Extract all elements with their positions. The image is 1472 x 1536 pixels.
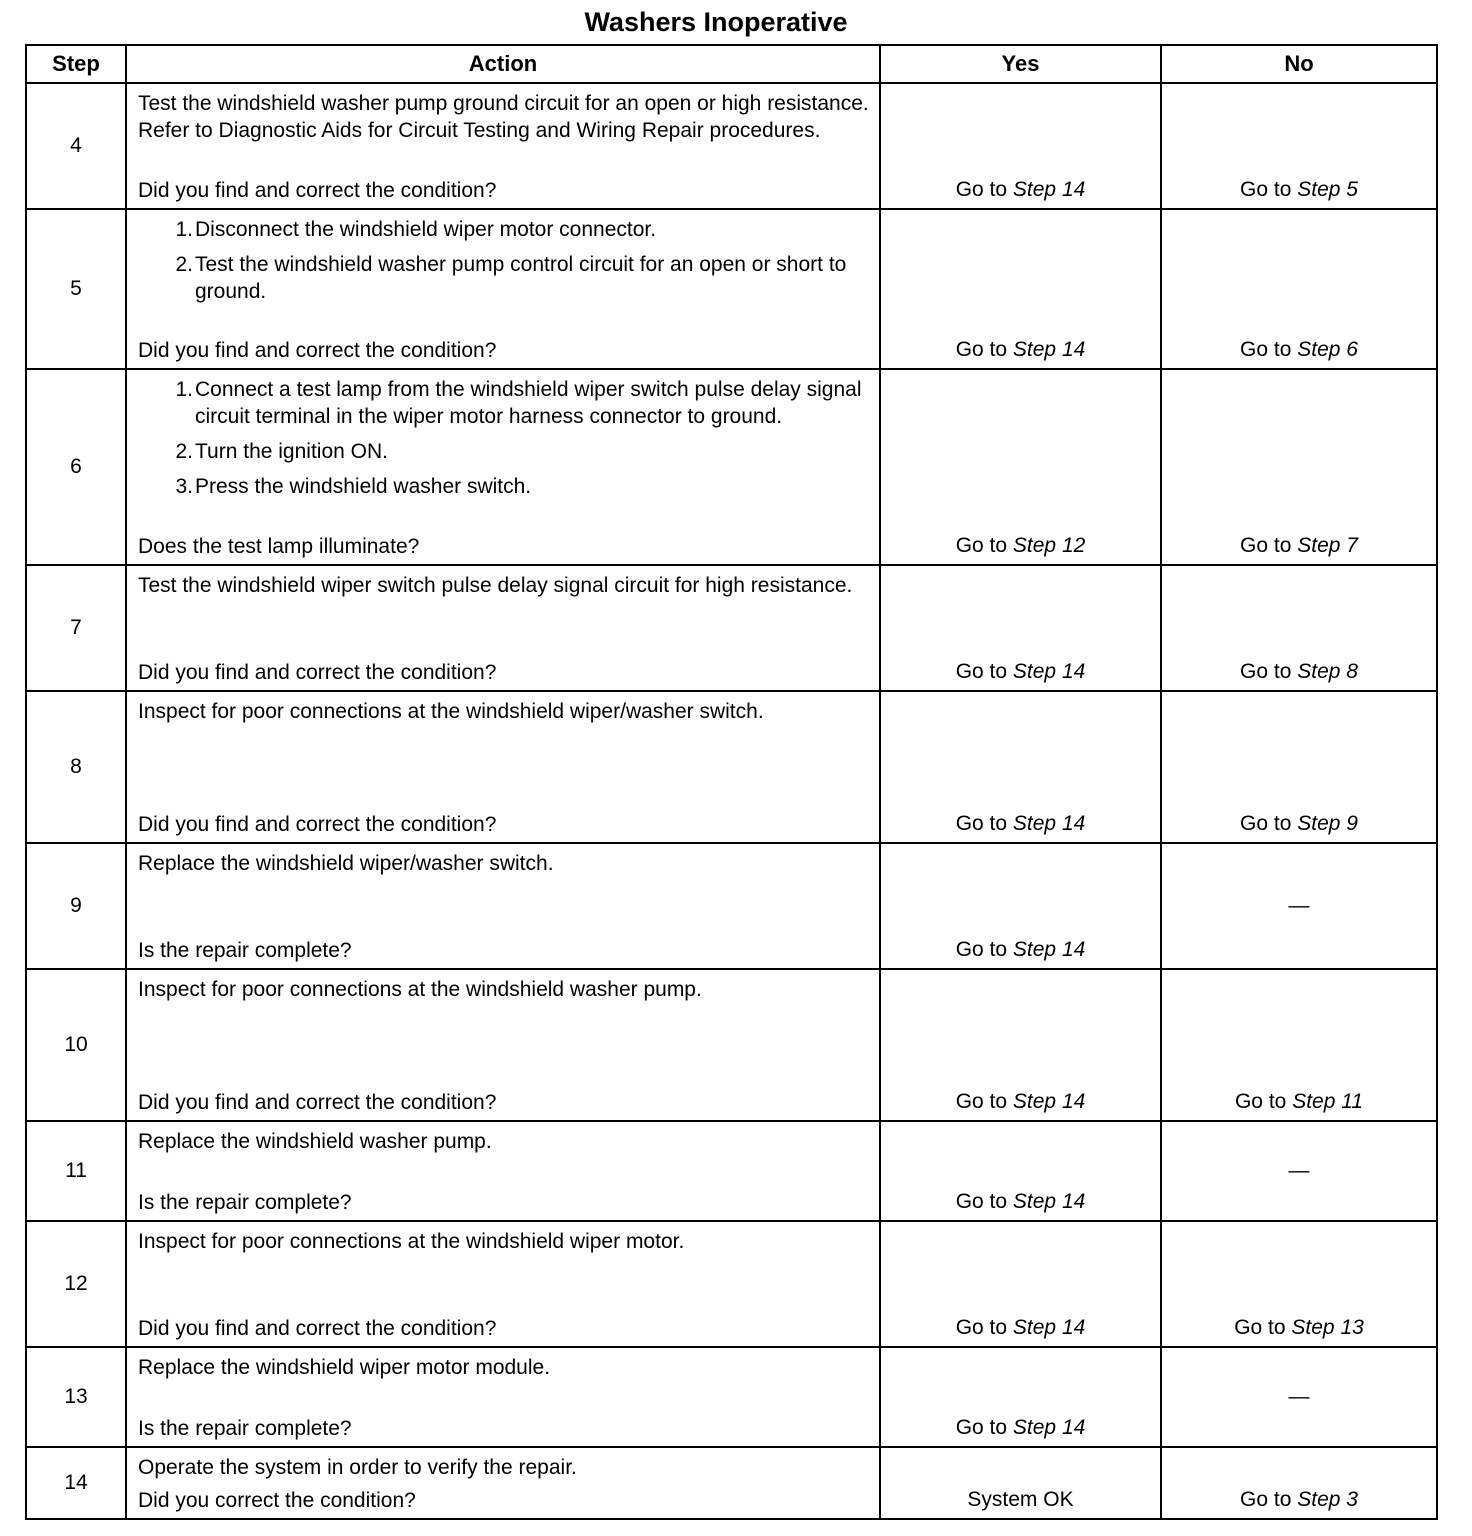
yes-goto-prefix: Go to xyxy=(955,534,1008,557)
no-goto-prefix: Go to xyxy=(1240,338,1292,361)
step-number: 10 xyxy=(26,969,126,1121)
header-yes: Yes xyxy=(880,45,1161,83)
header-action: Action xyxy=(126,45,880,83)
no-cell xyxy=(1161,369,1437,565)
step-number: 14 xyxy=(26,1447,126,1519)
no-goto-step: Step 3 xyxy=(1297,1488,1358,1511)
action-step-number: 1. xyxy=(175,218,193,241)
no-goto-prefix: Go to xyxy=(1240,812,1292,835)
no-cell xyxy=(1161,209,1437,369)
table-row xyxy=(26,1121,1437,1221)
action-text: Replace the windshield wiper motor module. xyxy=(138,1356,551,1379)
yes-goto-step: Step 14 xyxy=(1012,338,1086,361)
no-cell xyxy=(1161,1121,1437,1221)
no-goto-step: Step 7 xyxy=(1297,534,1358,557)
yes-goto-step: Step 12 xyxy=(1012,534,1086,557)
action-cell xyxy=(126,83,880,209)
action-step-number: 3. xyxy=(175,475,193,498)
action-text: Test the windshield washer pump ground circuit for an open or high resistance. Refer to Diagnostic Aids for Circuit Testing and Wiring Repair procedures. xyxy=(138,92,869,142)
step-number: 12 xyxy=(26,1221,126,1347)
yes-goto-step: Step 14 xyxy=(1012,1190,1086,1213)
no-goto-prefix: Go to xyxy=(1234,1316,1286,1339)
action-content xyxy=(138,1128,869,1216)
table-header-row xyxy=(26,45,1437,83)
no-goto-step: Step 5 xyxy=(1297,178,1358,201)
action-question: Did you correct the condition? xyxy=(138,1489,416,1512)
no-goto-prefix: Go to xyxy=(1234,1090,1287,1113)
action-cell xyxy=(126,565,880,691)
action-cell xyxy=(126,1221,880,1347)
yes-cell xyxy=(880,1347,1161,1447)
no-cell xyxy=(1161,843,1437,969)
table-row xyxy=(26,691,1437,843)
yes-goto-prefix: Go to xyxy=(955,1416,1008,1439)
yes-goto-prefix: Go to xyxy=(955,178,1008,201)
yes-goto-prefix: Go to xyxy=(955,812,1008,835)
yes-goto-prefix: Go to xyxy=(955,660,1008,683)
table-row xyxy=(26,1447,1437,1519)
action-step-item xyxy=(138,473,869,500)
action-cell xyxy=(126,1121,880,1221)
no-goto-prefix: Go to xyxy=(1240,534,1292,557)
no-cell xyxy=(1161,691,1437,843)
action-step-number: 2. xyxy=(175,440,193,463)
no-goto-step: Step 13 xyxy=(1291,1316,1364,1339)
action-cell xyxy=(126,1447,880,1519)
table-row xyxy=(26,843,1437,969)
step-number: 6 xyxy=(26,369,126,565)
action-cell xyxy=(126,1347,880,1447)
action-question: Did you find and correct the condition? xyxy=(138,813,497,836)
no-cell xyxy=(1161,83,1437,209)
action-content xyxy=(138,90,869,204)
action-question: Did you find and correct the condition? xyxy=(138,339,497,362)
yes-cell xyxy=(880,83,1161,209)
no-cell xyxy=(1161,565,1437,691)
action-step-number: 2. xyxy=(175,253,193,276)
action-step-text: Test the windshield washer pump control circuit for an open or short to ground. xyxy=(195,253,847,303)
action-cell xyxy=(126,691,880,843)
no-cell xyxy=(1161,1447,1437,1519)
yes-cell xyxy=(880,1121,1161,1221)
action-step-item xyxy=(138,216,869,243)
action-step-text: Turn the ignition ON. xyxy=(195,440,388,463)
no-goto-step: Step 9 xyxy=(1297,812,1358,835)
yes-goto-prefix: Go to xyxy=(955,938,1008,961)
no-not-applicable: — xyxy=(1288,894,1310,917)
action-question: Did you find and correct the condition? xyxy=(138,1091,497,1114)
action-text: Inspect for poor connections at the windshield wiper/washer switch. xyxy=(138,700,764,723)
action-step-item xyxy=(138,438,869,465)
action-text: Test the windshield wiper switch pulse delay signal circuit for high resistance. xyxy=(138,574,853,597)
yes-goto-step: Step 14 xyxy=(1012,660,1086,683)
no-cell xyxy=(1161,1347,1437,1447)
step-number: 7 xyxy=(26,565,126,691)
yes-result: System OK xyxy=(967,1488,1074,1511)
action-text: Replace the windshield washer pump. xyxy=(138,1130,492,1153)
action-text: Inspect for poor connections at the windshield wiper motor. xyxy=(138,1230,685,1253)
action-content xyxy=(138,976,869,1116)
yes-goto-prefix: Go to xyxy=(955,338,1008,361)
action-text: Operate the system in order to verify the repair. xyxy=(138,1456,577,1479)
no-goto-prefix: Go to xyxy=(1240,1488,1292,1511)
yes-goto-prefix: Go to xyxy=(955,1190,1008,1213)
step-number: 11 xyxy=(26,1121,126,1221)
no-not-applicable: — xyxy=(1288,1159,1310,1182)
no-not-applicable: — xyxy=(1288,1385,1310,1408)
action-question: Did you find and correct the condition? xyxy=(138,1317,497,1340)
yes-goto-step: Step 14 xyxy=(1012,1090,1086,1113)
action-content xyxy=(138,1354,869,1442)
diagnostic-table xyxy=(25,44,1438,1520)
action-text: Inspect for poor connections at the windshield washer pump. xyxy=(138,978,702,1001)
step-number: 4 xyxy=(26,83,126,209)
yes-cell xyxy=(880,1447,1161,1519)
action-question: Is the repair complete? xyxy=(138,1417,352,1440)
action-question: Is the repair complete? xyxy=(138,939,352,962)
no-goto-prefix: Go to xyxy=(1240,178,1292,201)
action-step-text: Press the windshield washer switch. xyxy=(195,475,532,498)
no-cell xyxy=(1161,1221,1437,1347)
yes-goto-step: Step 14 xyxy=(1012,178,1086,201)
table-row xyxy=(26,1221,1437,1347)
action-content xyxy=(138,850,869,964)
yes-goto-step: Step 14 xyxy=(1012,1316,1086,1339)
yes-cell xyxy=(880,209,1161,369)
no-cell xyxy=(1161,969,1437,1121)
action-cell xyxy=(126,369,880,565)
action-content xyxy=(138,376,869,560)
yes-cell xyxy=(880,369,1161,565)
action-content xyxy=(138,698,869,838)
step-number: 5 xyxy=(26,209,126,369)
action-question: Did you find and correct the condition? xyxy=(138,661,497,684)
action-content xyxy=(138,216,869,364)
step-number: 8 xyxy=(26,691,126,843)
action-question: Does the test lamp illuminate? xyxy=(138,535,420,558)
no-goto-prefix: Go to xyxy=(1240,660,1292,683)
action-text: Replace the windshield wiper/washer switch. xyxy=(138,852,554,875)
no-goto-step: Step 6 xyxy=(1297,338,1358,361)
table-row xyxy=(26,565,1437,691)
action-cell xyxy=(126,969,880,1121)
no-goto-step: Step 8 xyxy=(1297,660,1358,683)
action-question: Did you find and correct the condition? xyxy=(138,179,497,202)
table-row xyxy=(26,83,1437,209)
action-cell xyxy=(126,209,880,369)
no-goto-step: Step 11 xyxy=(1292,1090,1364,1113)
action-step-item xyxy=(138,376,869,430)
table-row xyxy=(26,969,1437,1121)
action-steps-list xyxy=(138,216,869,313)
action-step-number: 1. xyxy=(175,378,193,401)
yes-cell xyxy=(880,565,1161,691)
action-question: Is the repair complete? xyxy=(138,1191,352,1214)
header-no: No xyxy=(1161,45,1437,83)
step-number: 9 xyxy=(26,843,126,969)
action-steps-list xyxy=(138,376,869,508)
document-title: Washers Inoperative xyxy=(584,7,848,37)
step-number: 13 xyxy=(26,1347,126,1447)
yes-cell xyxy=(880,691,1161,843)
header-step: Step xyxy=(26,45,126,83)
yes-goto-prefix: Go to xyxy=(955,1316,1008,1339)
yes-cell xyxy=(880,969,1161,1121)
action-content xyxy=(138,572,869,686)
yes-goto-step: Step 14 xyxy=(1012,812,1086,835)
action-content xyxy=(138,1228,869,1342)
table-row xyxy=(26,209,1437,369)
action-step-text: Disconnect the windshield wiper motor connector. xyxy=(195,218,657,241)
yes-cell xyxy=(880,1221,1161,1347)
table-row xyxy=(26,1347,1437,1447)
action-step-text: Connect a test lamp from the windshield wiper switch pulse delay signal circuit terminal in the wiper motor harness connector to ground. xyxy=(195,378,862,428)
action-content xyxy=(138,1454,869,1514)
table-row xyxy=(26,369,1437,565)
yes-goto-step: Step 14 xyxy=(1012,1416,1086,1439)
yes-goto-prefix: Go to xyxy=(955,1090,1008,1113)
yes-goto-step: Step 14 xyxy=(1012,938,1086,961)
action-step-item xyxy=(138,251,869,305)
action-cell xyxy=(126,843,880,969)
yes-cell xyxy=(880,843,1161,969)
